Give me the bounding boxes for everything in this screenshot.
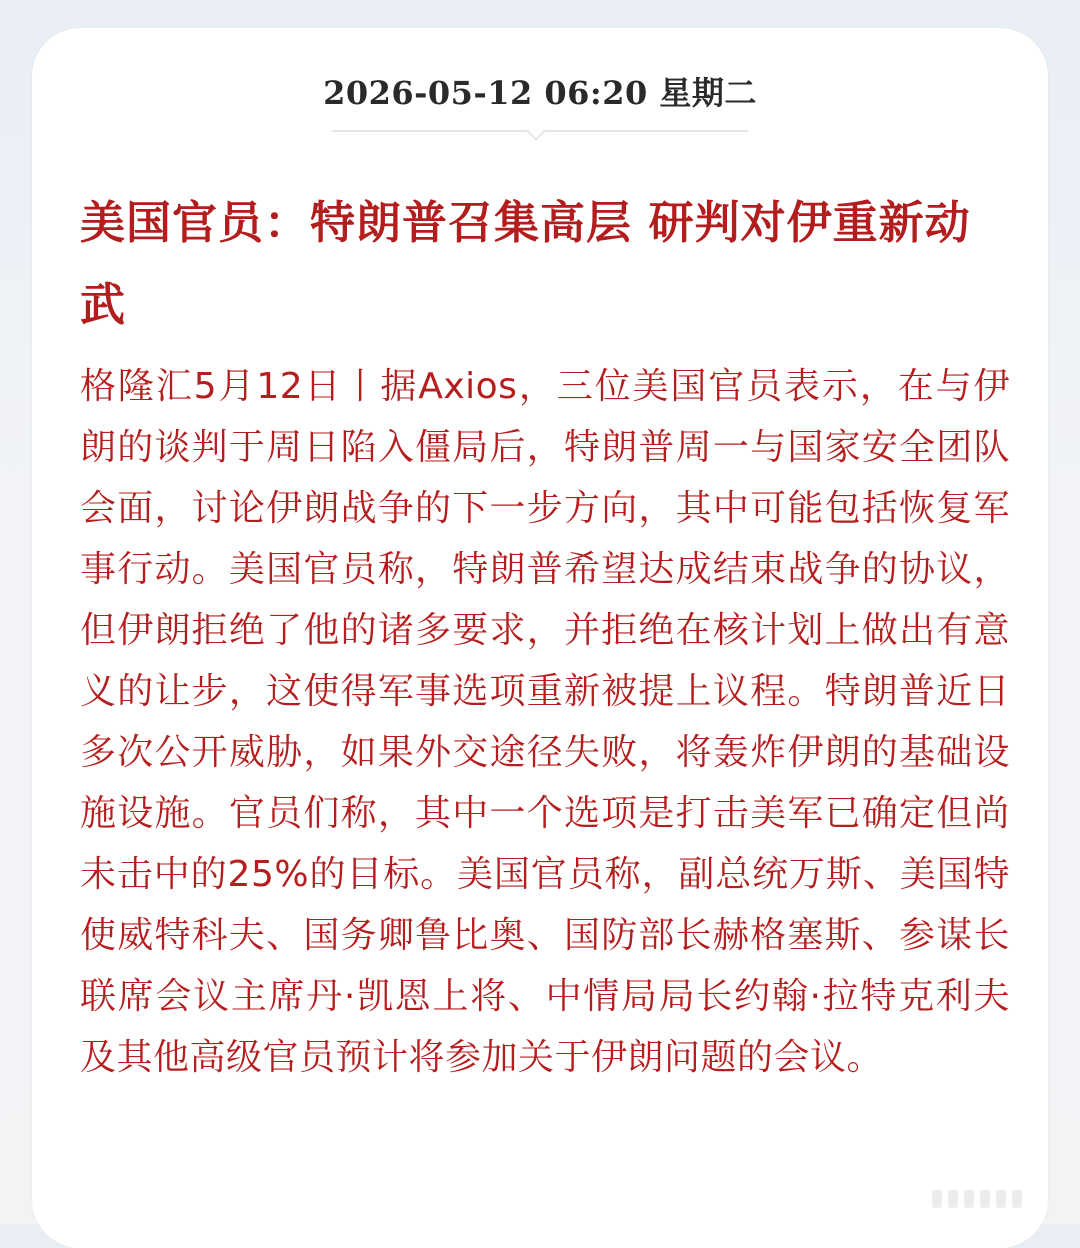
watermark-bar: [948, 1190, 958, 1208]
watermark-bar: [964, 1190, 974, 1208]
watermark-bar: [932, 1190, 942, 1208]
watermark-bar: [980, 1190, 990, 1208]
watermark-bar: [996, 1190, 1006, 1208]
publish-datetime: 2026-05-12 06:20 星期二: [323, 74, 757, 112]
article-headline: 美国官员：特朗普召集高层 研判对伊重新动武: [80, 196, 971, 331]
watermark-bar: [1012, 1190, 1022, 1208]
watermark-logo: [932, 1186, 1062, 1212]
article-body: 格隆汇5月12日丨据Axios，三位美国官员表示，在与伊朗的谈判于周日陷入僵局后，特朗普周一与国家安全团队会面，讨论伊朗战争的下一步方向，其中可能包括恢复军事行动。美国官员称，特朗普希望达成结束战争的协议，但伊朗拒绝了他的诸多要求，并拒绝在核计划上做出有意义的让步，这使得军事选项重新被提上议程。特朗普近日多次公开威胁，如果外交途径失败，将轰炸伊朗的基础设施设施。官员们称，其中一个选项是打击美军已确定但尚未击中的25%的目标。美国官员称，副总统万斯、美国特使威特科夫、国务卿鲁比奥、国防部长赫格塞斯、参谋长联席会议主席丹·凯恩上将、中情局局长约翰·拉特克利夫及其他高级官员预计将参加关于伊朗问题的会议。: [80, 366, 1010, 1078]
